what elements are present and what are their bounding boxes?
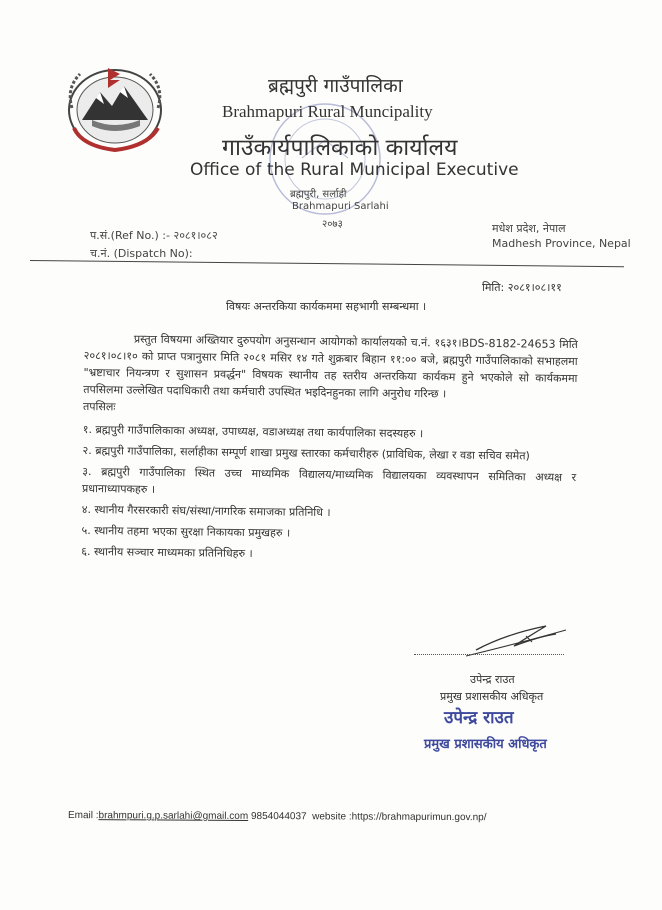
province-en: Madhesh Province, Nepal bbox=[492, 237, 631, 250]
letter-body bbox=[81, 330, 578, 570]
location-np: ब्रह्मपुरी, सर्लाही bbox=[290, 189, 347, 200]
body-paragraph: प्रस्तुत विषयमा अख्तियार दुरुपयोग अनुसन्धान आयोगको कार्यालयको च.नं. १६३१।BDS-8182-24653 मिति २०८१।०८।१० को प्राप्त पत्रानुसार मिति २०८१ मसिर १४ गते शुक्रबार बिहान ११:०० बजे, ब्रह्मपुरी गाउँपालिकाको सभाहलमा "भ्रष्टाचार नियन्त्रण र सुशासन प्रवर्द्धन" विषयक स्थानीय तह स्तरीय अन्तरकिया कार्यकम हुने भएकोले सो कार्यकममा तपसिलमा उल्लेखित पदाधिकारी तथा कर्मचारी उपस्थित भइदिनहुनका लागि अनुरोध गरिन्छ । bbox=[83, 332, 578, 401]
signature-line bbox=[414, 654, 564, 655]
email-label: Email : bbox=[67, 810, 99, 822]
reference-number bbox=[90, 228, 218, 243]
list-item: २. ब्रह्मपुरी गाउँपालिका, सर्लाहीका सम्पूर्ण शाखा प्रमुख स्तारका कर्मचारीहरु (प्राविधिक, लेखा र वडा सचिव समेत) bbox=[82, 443, 530, 463]
footer-contact bbox=[68, 810, 487, 823]
nepal-emblem-icon bbox=[62, 58, 168, 156]
tapasil-heading: तपसिलः bbox=[82, 399, 116, 414]
website-link[interactable]: https://brahmapurimun.gov.np/ bbox=[351, 811, 487, 824]
office-name-np: गाउँकार्यपालिकाको कार्यालय bbox=[222, 135, 458, 161]
office-name-en: Office of the Rural Municipal Executive bbox=[190, 160, 519, 180]
list-item: ३. ब्रह्मपुरी गाउँपालिका स्थित उच्च माध्यमिक विद्यालय/माध्यमिक विद्यालयका व्यवस्थापन समितिका अध्यक्ष र प्रधानाध्यापकहरु । bbox=[81, 464, 577, 496]
website-label: website : bbox=[312, 811, 352, 823]
signatory-name: उपेन्द्र राउत bbox=[470, 673, 515, 686]
stamp-name: उपेन्द्र राउत bbox=[444, 708, 514, 728]
list-item: ५. स्थानीय तहमा भएका सुरक्षा निकायका प्रमुखहरु । bbox=[81, 523, 291, 540]
signatory-title: प्रमुख प्रशासकीय अधिकृत bbox=[440, 690, 544, 703]
municipality-name-en: Brahmapuri Rural Muncipality bbox=[222, 102, 433, 121]
email-link[interactable]: brahmpuri.g.p.sarlahi@gmail.com bbox=[98, 810, 249, 822]
phone-number: 9854044037 bbox=[250, 810, 307, 823]
ref-label: प.सं.(Ref No.) :- bbox=[90, 229, 170, 242]
list-item: ६. स्थानीय सञ्चार माध्यमका प्रतिनिधिहरु । bbox=[81, 544, 253, 561]
municipality-name-np: ब्रह्मपुरी गाउँपालिका bbox=[268, 75, 403, 97]
location-en: Brahmapuri Sarlahi bbox=[292, 201, 389, 212]
letter-date: मिति: २०८१।०८।११ bbox=[482, 281, 562, 294]
list-item: ४. स्थानीय गैरसरकारी संघ/संस्था/नागरिक समाजका प्रतिनिधि । bbox=[81, 502, 331, 520]
letter-subject: विषयः अन्तरकिया कार्यकममा सहभागी सम्बन्धमा । bbox=[226, 300, 427, 313]
ref-value: २०८१।०८२ bbox=[173, 229, 218, 242]
list-item: १. ब्रह्मपुरी गाउँपालिकाका अध्यक्ष, उपाध्यक्ष, वडाअध्यक्ष तथा कार्यपालिका सदस्यहरु । bbox=[82, 422, 424, 441]
recipient-list bbox=[81, 421, 577, 566]
stamp-title: प्रमुख प्रशासकीय अधिकृत bbox=[424, 737, 547, 752]
established-year: २०७३ bbox=[322, 219, 343, 230]
header-divider bbox=[30, 260, 624, 267]
province-np: मधेश प्रदेश, नेपाल bbox=[492, 222, 566, 235]
dispatch-number: च.नं. (Dispatch No): bbox=[90, 247, 193, 260]
